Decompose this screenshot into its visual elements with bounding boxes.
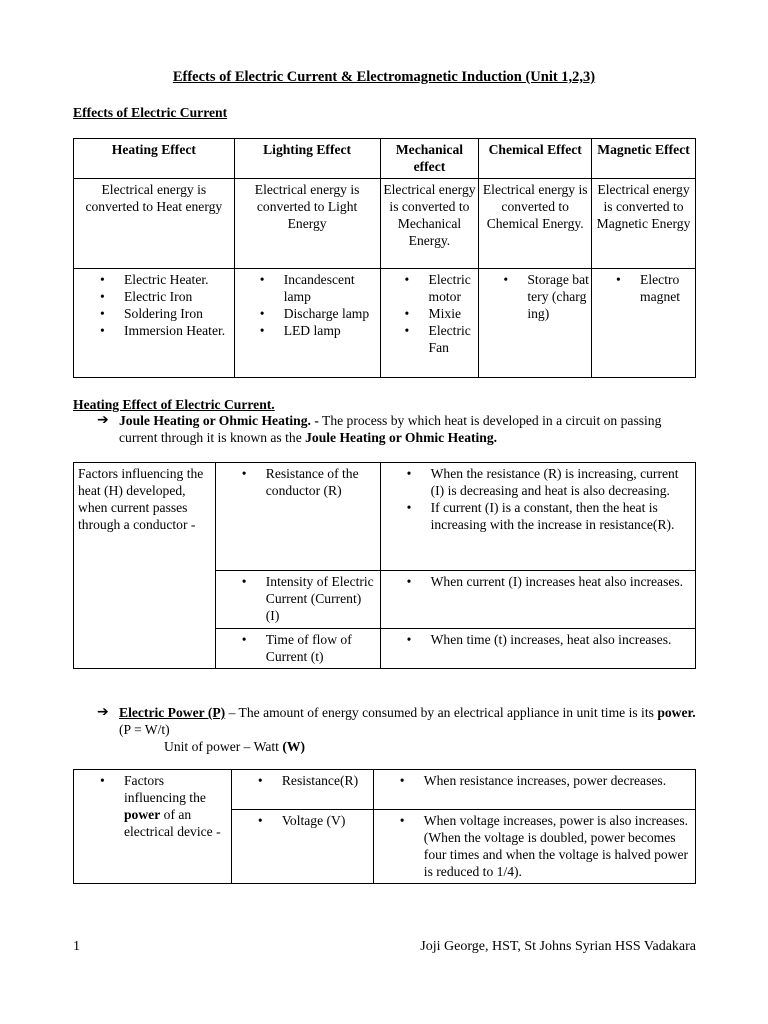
effect-time [380, 629, 695, 669]
list-item: • Soldering Iron [124, 305, 232, 322]
header-lighting: Lighting Effect [234, 139, 380, 179]
footer-author: Joji George, HST, St Johns Syrian HSS Vadakara [420, 939, 696, 954]
list-item: • Discharge lamp [284, 305, 378, 322]
effect-resistance [380, 463, 695, 571]
examples-mechanical [380, 269, 479, 378]
joule-text: The process by which heat is developed in a circuit on passing current through it is known as the [119, 413, 662, 445]
list-item: • Electric motor [429, 271, 477, 305]
power-label-pre: Factors influencing the [124, 773, 206, 805]
header-mechanical: Mechanical effect [380, 139, 479, 179]
power-factors-table [73, 769, 696, 884]
desc-lighting: Electrical energy is converted to Light Energy [234, 179, 380, 269]
effect-resistance-power [373, 770, 695, 810]
section-heading-effects: Effects of Electric Current [73, 105, 228, 120]
joule-term-2: Joule Heating or Ohmic Heating. [305, 430, 498, 445]
factor-time [215, 629, 380, 669]
list-item: • Immersion Heater. [124, 322, 232, 339]
list-item: • When resistance increases, power decreases. [424, 772, 691, 789]
power-unit-label: Unit of power – Watt [164, 739, 283, 754]
list-item: • Incandescent lamp [284, 271, 378, 305]
header-magnetic: Magnetic Effect [592, 139, 696, 179]
power-term: Electric Power (P) [119, 705, 226, 720]
power-bold: power. [657, 705, 696, 720]
electric-power-paragraph [97, 704, 697, 755]
list-item: • LED lamp [284, 322, 378, 339]
list-item: • Electric Heater. [124, 271, 232, 288]
list-item: • When current (I) increases heat also increases. [431, 573, 691, 590]
list-item: • When time (t) increases, heat also increases. [431, 631, 691, 648]
desc-chemical: Electrical energy is converted to Chemical Energy. [479, 179, 592, 269]
examples-heating [74, 269, 235, 378]
factor-resistance-power [231, 770, 373, 810]
desc-heating: Electrical energy is converted to Heat energy [74, 179, 235, 269]
power-text: – The amount of energy consumed by an electrical appliance in unit time is its [225, 705, 658, 720]
list-item: • If current (I) is a constant, then the heat is increasing with the increase in resistance(R). [431, 499, 691, 533]
header-chemical: Chemical Effect [479, 139, 592, 179]
list-item: • Intensity of Electric Current (Current) (I) [266, 573, 376, 624]
joule-term: Joule Heating or Ohmic Heating. - [119, 413, 319, 428]
examples-chemical [479, 269, 592, 378]
list-item: • Electric Iron [124, 288, 232, 305]
list-item: • Electric Fan [429, 322, 477, 356]
effect-voltage [373, 810, 695, 884]
examples-lighting [234, 269, 380, 378]
list-item: • Voltage (V) [282, 812, 369, 829]
page-number: 1 [73, 939, 80, 954]
list-item: • Resistance of the conductor (R) [266, 465, 376, 499]
heat-factors-label: Factors influencing the heat (H) developed, when current passes through a conductor - [74, 463, 216, 669]
header-heating: Heating Effect [74, 139, 235, 179]
list-item: • Storage battery (charging) [527, 271, 589, 322]
effect-current [380, 571, 695, 629]
list-item: • Mixie [429, 305, 477, 322]
joule-heating-paragraph [97, 412, 697, 446]
arrow-icon: ➔ [97, 704, 109, 720]
list-item: • Electro magnet [640, 271, 693, 305]
factor-voltage [231, 810, 373, 884]
factor-resistance [215, 463, 380, 571]
desc-magnetic: Electrical energy is converted to Magnetic Energy [592, 179, 696, 269]
list-item [124, 772, 227, 840]
power-formula: (P = W/t) [119, 722, 170, 737]
examples-magnetic [592, 269, 696, 378]
effects-table [73, 138, 696, 378]
heating-effect-heading: Heating Effect of Electric Current. [73, 397, 275, 412]
power-label-post: of an electrical device - [124, 807, 221, 839]
desc-mechanical: Electrical energy is converted to Mechanical Energy. [380, 179, 479, 269]
factor-current [215, 571, 380, 629]
arrow-icon: ➔ [97, 412, 109, 428]
power-factors-label [74, 770, 232, 884]
list-item: • Resistance(R) [282, 772, 369, 789]
list-item: • Time of flow of Current (t) [266, 631, 376, 665]
power-label-bold: power [124, 807, 161, 822]
power-unit: (W) [282, 739, 305, 754]
heat-factors-table [73, 462, 696, 669]
list-item: • When voltage increases, power is also increases. (When the voltage is doubled, power becomes four times and when the voltage is halved power is reduced to 1/4). [424, 812, 691, 880]
document-title: Effects of Electric Current & Electromagnetic Induction (Unit 1,2,3) [172, 69, 596, 85]
list-item: • When the resistance (R) is increasing, current (I) is decreasing and heat is also decreasing. [431, 465, 691, 499]
